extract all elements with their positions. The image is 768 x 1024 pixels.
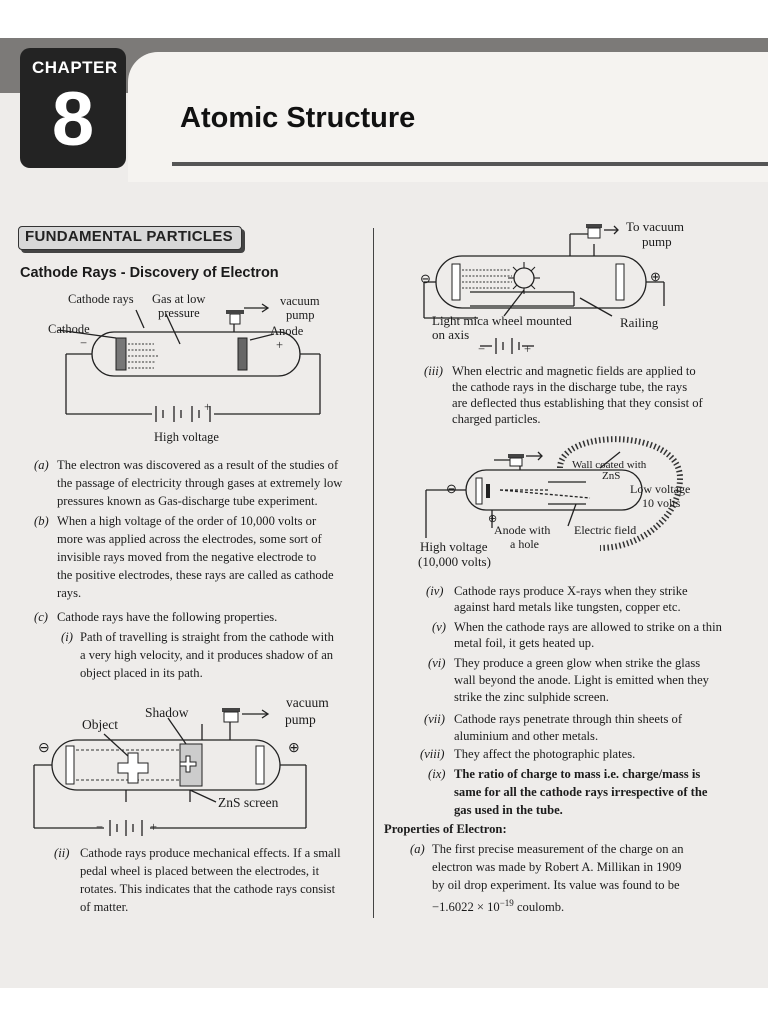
label-cathode-rays: Cathode rays bbox=[68, 292, 134, 306]
item-b-line: invisible rays moved from the negative electrode to bbox=[57, 550, 317, 564]
label-shadow: Shadow bbox=[145, 705, 189, 720]
item-pa-line: by oil drop experiment. Its value was found to be bbox=[432, 878, 680, 892]
item-iv-marker: (iv) bbox=[426, 584, 444, 598]
item-b-line: more was applied across the electrodes, some sort of bbox=[57, 532, 322, 546]
item-b-line: the positive electrodes, these rays are called as cathode bbox=[57, 568, 334, 582]
page-title: Atomic Structure bbox=[180, 102, 416, 134]
label-zns-screen: ZnS screen bbox=[218, 795, 279, 810]
item-iii-line: are deflected thus establishing that they consist of bbox=[452, 396, 703, 410]
item-pa-line: electron was made by Robert A. Millikan in 1909 bbox=[432, 860, 682, 874]
item-ii-line: of matter. bbox=[80, 900, 129, 914]
label-electric-field: Electric field bbox=[574, 523, 637, 537]
label-pump-2: pump bbox=[285, 712, 316, 727]
item-ii-line: Cathode rays produce mechanical effects. If a small bbox=[80, 846, 341, 860]
label-bat-minus-3: − bbox=[478, 342, 486, 356]
label-high-voltage-4a: High voltage bbox=[420, 539, 488, 554]
section-badge-text: FUNDAMENTAL PARTICLES bbox=[25, 228, 233, 245]
label-bat-plus-3: + bbox=[524, 342, 532, 356]
label-plus-sign-3: ⊕ bbox=[650, 269, 661, 284]
chapter-label: CHAPTER bbox=[32, 58, 118, 77]
label-gas-1: Gas at low bbox=[152, 292, 206, 306]
item-iii-line: charged particles. bbox=[452, 412, 541, 426]
label-plus-sign-4: ⊕ bbox=[488, 513, 498, 525]
item-ii-line: pedal wheel is placed between the electrodes, it bbox=[80, 864, 320, 878]
item-viii-line: They affect the photographic plates. bbox=[454, 747, 636, 761]
label-gas-2: pressure bbox=[158, 306, 200, 320]
charge-unit: coulomb. bbox=[513, 900, 565, 915]
label-low-voltage-1: Low voltage bbox=[630, 482, 691, 496]
label-anode: Anode bbox=[270, 324, 304, 338]
label-minus: − bbox=[80, 336, 88, 350]
label-high-voltage: High voltage bbox=[154, 430, 219, 444]
label-mica-2: on axis bbox=[432, 327, 470, 342]
label-mica-1: Light mica wheel mounted bbox=[432, 313, 572, 328]
item-iii-line: the cathode rays in the discharge tube, the rays bbox=[452, 380, 688, 394]
item-ii-marker: (ii) bbox=[54, 846, 70, 860]
item-vi-line: wall beyond the anode. Light is emitted when they bbox=[454, 673, 709, 687]
item-v-line: metal foil, it gets heated up. bbox=[454, 636, 595, 650]
label-minus-sign-3: ⊖ bbox=[420, 271, 431, 286]
label-anode-hole-1: Anode with bbox=[494, 523, 551, 537]
item-b-line: When a high voltage of the order of 10,000 volts or bbox=[57, 514, 317, 528]
label-bat-minus: − bbox=[96, 820, 104, 834]
item-iii-marker: (iii) bbox=[424, 364, 443, 378]
label-minus-sign-4: ⊖ bbox=[446, 481, 457, 496]
item-pa-line: The first precise measurement of the charge on an bbox=[432, 842, 684, 856]
item-ix-line: gas used in the tube. bbox=[454, 803, 563, 817]
label-anode-hole-2: a hole bbox=[510, 537, 539, 551]
label-plus: + bbox=[276, 338, 284, 352]
label-railing: Railing bbox=[620, 315, 659, 330]
item-vii-line: Cathode rays penetrate through thin sheets of bbox=[454, 712, 683, 726]
page bbox=[0, 38, 768, 988]
item-c-marker: (c) bbox=[34, 610, 48, 624]
item-i-line: Path of travelling is straight from the cathode with bbox=[80, 630, 334, 644]
charge-exponent: −19 bbox=[499, 898, 514, 908]
item-vii-line: aluminium and other metals. bbox=[454, 729, 599, 743]
item-i-line: a very high velocity, and it produces shadow of an bbox=[80, 648, 334, 662]
label-to-vacuum: To vacuum bbox=[626, 219, 684, 234]
item-b-line: rays. bbox=[57, 586, 82, 600]
label-bat-plus: + bbox=[150, 820, 158, 834]
item-v-line: When the cathode rays are allowed to strike on a thin bbox=[454, 620, 722, 634]
item-ix-line: same for all the cathode rays irrespective of the bbox=[454, 785, 708, 799]
label-wall-2: ZnS bbox=[602, 470, 621, 482]
label-vacuum-2: vacuum bbox=[286, 695, 329, 710]
item-iii-line: When electric and magnetic fields are applied to bbox=[452, 364, 696, 378]
item-b-marker: (b) bbox=[34, 514, 49, 528]
item-ix-marker: (ix) bbox=[428, 767, 446, 781]
item-a-line: pressures known as Gas-discharge tube experiment. bbox=[57, 494, 318, 508]
item-vi-line: strike the zinc sulphide screen. bbox=[454, 690, 609, 704]
item-vi-marker: (vi) bbox=[428, 656, 446, 670]
item-pa-marker: (a) bbox=[410, 842, 425, 856]
item-a-line: The electron was discovered as a result of the studies of bbox=[57, 458, 339, 472]
label-high-voltage-4b: (10,000 volts) bbox=[418, 554, 491, 569]
chapter-number: 8 bbox=[51, 77, 95, 162]
item-a-marker: (a) bbox=[34, 458, 49, 472]
properties-heading: Properties of Electron: bbox=[384, 822, 507, 836]
subheading: Cathode Rays - Discovery of Electron bbox=[20, 265, 279, 281]
charge-value: −1.6022 × 10 bbox=[432, 900, 500, 915]
label-cathode: Cathode bbox=[48, 322, 90, 336]
item-viii-marker: (viii) bbox=[420, 747, 445, 761]
item-a-line: the passage of electricity through gases at extremely low bbox=[57, 476, 343, 490]
item-iv-line: Cathode rays produce X-rays when they strike bbox=[454, 584, 688, 598]
item-ix-line: The ratio of charge to mass i.e. charge/mass is bbox=[454, 767, 701, 781]
label-battery-plus: + bbox=[204, 400, 212, 414]
item-i-line: object placed in its path. bbox=[80, 666, 203, 680]
label-wall-1: Wall coated with bbox=[572, 459, 647, 471]
label-pump: pump bbox=[286, 308, 315, 322]
label-low-voltage-2: 10 volts bbox=[642, 496, 681, 510]
label-object: Object bbox=[82, 717, 118, 732]
item-pa-line-value bbox=[432, 894, 564, 916]
item-i-marker: (i) bbox=[61, 630, 73, 644]
label-vacuum: vacuum bbox=[280, 294, 320, 308]
label-plus-sign: ⊕ bbox=[288, 741, 300, 756]
item-iv-line: against hard metals like tungsten, copper etc. bbox=[454, 600, 681, 614]
item-ii-line: rotates. This indicates that the cathode rays consist bbox=[80, 882, 336, 896]
item-vi-line: They produce a green glow when strike the glass bbox=[454, 656, 701, 670]
item-v-marker: (v) bbox=[432, 620, 446, 634]
label-pump-3: pump bbox=[642, 234, 672, 249]
label-minus-sign: ⊖ bbox=[38, 741, 50, 756]
item-c-line: Cathode rays have the following properties. bbox=[57, 610, 278, 624]
item-vii-marker: (vii) bbox=[424, 712, 445, 726]
